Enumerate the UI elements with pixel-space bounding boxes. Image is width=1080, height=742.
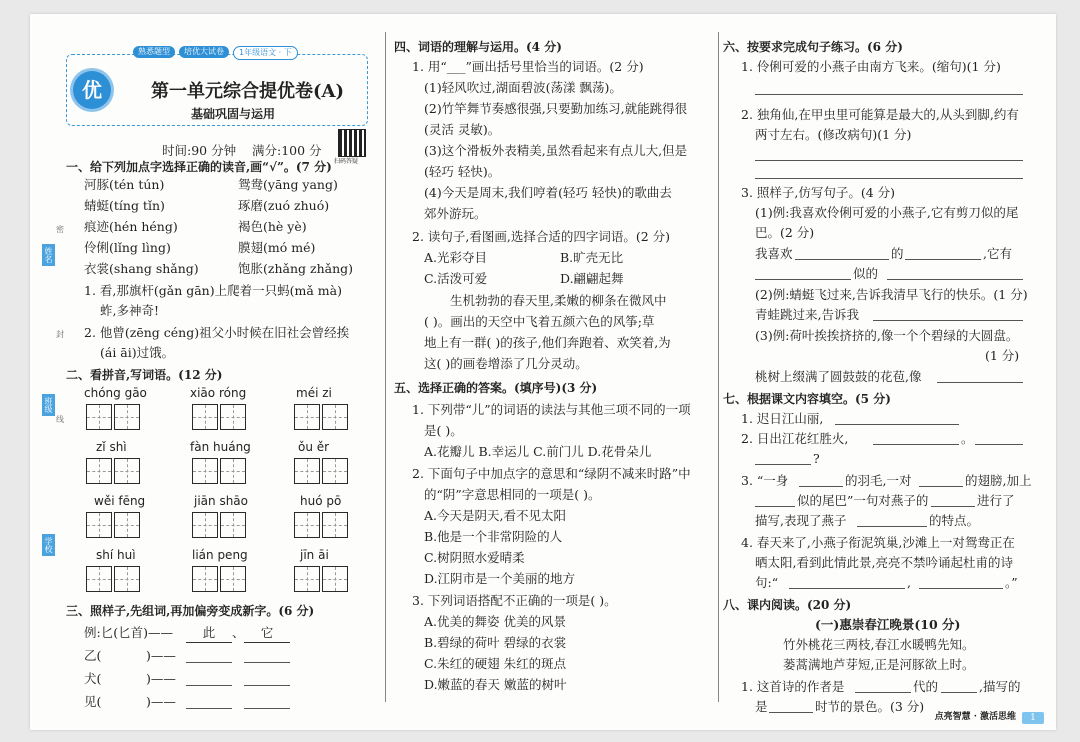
pron-item: 琢磨(zuó zhuó): [238, 198, 330, 213]
question: 4. 春天来了,小燕子衔泥筑巢,沙滩上一对鸳鸯正在: [741, 535, 1015, 550]
answer-line[interactable]: [755, 160, 1023, 161]
fill-text: 时节的景色。(3 分): [815, 699, 925, 714]
char-item: 犬(: [84, 671, 102, 686]
section-7-heading: 七、根据课文内容填空。(5 分): [723, 392, 891, 406]
pinyin-label: zǐ shì: [96, 440, 127, 454]
exam-time: 时间:90 分钟: [162, 143, 237, 158]
page-subtitle: 基础巩固与运用: [191, 107, 276, 121]
example: 巴。(2 分): [755, 225, 815, 240]
fill-text: 的: [891, 246, 904, 261]
section-5-heading: 五、选择正确的答案。(填序号)(3 分): [394, 381, 598, 395]
pron-item: 蜻蜓(tíng tǐn): [84, 198, 165, 213]
answer-blank[interactable]: [931, 506, 975, 507]
question: 两寸左右。(修改病句)(1 分): [755, 127, 912, 142]
example-prefix: 例:匕(匕首)——: [84, 625, 173, 640]
example: (1)例:我喜欢伶俐可爱的小燕子,它有剪刀似的尾: [755, 205, 1019, 220]
fill-text: 青蛙跳过来,告诉我: [755, 307, 859, 322]
side-label-name: 姓名: [42, 244, 55, 266]
answer-blank[interactable]: [873, 444, 959, 445]
question: 2. 下面句子中加点字的意思和“绿阴不减来时路”中: [412, 466, 691, 481]
page-number: 1: [1022, 712, 1044, 724]
writing-grid[interactable]: [86, 566, 140, 592]
pron-item: 饱胀(zhǎng zhǎng): [238, 261, 354, 276]
section-3-heading: 三、照样子,先组词,再加偏旁变成新字。(6 分): [66, 604, 315, 618]
section-1-heading: 一、给下列加点字选择正确的读音,画“√”。(7 分): [66, 160, 332, 174]
question-text: (1)轻风吹过,湖面碧波(荡漾 飘荡)。: [424, 80, 622, 95]
qr-code-icon[interactable]: [338, 129, 366, 157]
passage: 这( )的画卷增添了几分灵动。: [424, 356, 588, 371]
fill-text: 描写,表现了燕子: [755, 513, 847, 528]
answer-blank[interactable]: [755, 506, 795, 507]
section-4-heading: 四、词语的理解与运用。(4 分): [394, 40, 562, 54]
answer-blank[interactable]: [795, 259, 889, 260]
answer-blank[interactable]: [857, 526, 927, 527]
question: 晒太阳,看到此情此景,亮亮不禁吟诵起杜甫的诗: [755, 555, 1013, 570]
answer-blank[interactable]: [186, 662, 232, 663]
fill-text: ,它有: [983, 246, 1012, 261]
seal-mark: 密: [56, 225, 64, 234]
answer-blank[interactable]: [919, 588, 1003, 589]
option[interactable]: C.活泼可爱: [424, 271, 488, 286]
fill-text: 进行了: [977, 493, 1015, 508]
answer-blank[interactable]: [755, 279, 851, 280]
pron-sentence: (ái āi)过饿。: [100, 345, 175, 360]
writing-grid[interactable]: [86, 404, 140, 430]
fill-text: 。”: [1005, 575, 1018, 590]
example-answer: 它: [244, 624, 290, 643]
answer-line[interactable]: [755, 178, 1023, 179]
section-2-heading: 二、看拼音,写词语。(12 分): [66, 368, 223, 382]
fill-text: ,描写的: [979, 679, 1021, 694]
writing-grid[interactable]: [86, 458, 140, 484]
pron-item: 褐色(hè yè): [238, 219, 307, 234]
seal-mark: 线: [56, 415, 64, 424]
column-left: 熟悉题型 培优大试卷 1年级语文 · 下 优 第一单元综合提优卷(A) 基础巩固与运用 时间:90 分钟 满分:100 分 扫码答疑 一、给下列加点字选择正确的读音,画“√”。(7 分) 河豚(tén tún) 鸳鸯(yāng yang) 蜻蜓(tíng tǐn) 琢磨(zuó zhuó) 痕迹(hén héng) 褐色(hè yè) 伶俐(lǐng lìng) 膜翅(mó mé) 衣裳(shang shǎng) 饱胀(zhǎng zhǎng) 1. 看,那旗杆(gǎn gān)上爬着一只蚂(mǎ mà) 蚱,多神奇! 2. 他曾(zēng céng)祖父小时候在旧社会曾经挨 (ái āi)过饿。 二、看拼音,写词语。(12 分) chóng gāo xiāo róng méi zi zǐ shì fàn huáng ǒu ěr wěi fēng jiān shāo huó pō shí huì lián peng jīn āi 三、照样子,先组词,再加偏旁变成新字。(6 分) 例:匕(匕首)—— 此 、 它 乙( 犬( 见( )—— )—— )——: [66, 44, 386, 714]
writing-grid[interactable]: [294, 458, 348, 484]
pinyin-label: chóng gāo: [84, 386, 147, 400]
pinyin-label: ǒu ěr: [298, 440, 330, 454]
answer-blank[interactable]: [244, 685, 290, 686]
excellence-badge-icon: 优: [73, 71, 111, 109]
seal-mark: 封: [56, 330, 64, 339]
pinyin-label: wěi fēng: [94, 494, 146, 508]
answer-blank[interactable]: [975, 444, 1023, 445]
answer-blank[interactable]: [873, 320, 1023, 321]
char-item: 乙(: [84, 648, 102, 663]
passage: ( )。画出的天空中飞着五颜六色的风筝;草: [424, 314, 655, 329]
fill-text: ?: [813, 451, 820, 466]
writing-grid[interactable]: [294, 404, 348, 430]
pinyin-label: jīn āi: [300, 548, 329, 562]
question: 是( )。: [424, 423, 463, 438]
fill-text: 的翅膀,加上: [965, 473, 1032, 488]
fill-text: 的羽毛,一对: [845, 473, 912, 488]
question-text: 郊外游玩。: [424, 206, 487, 221]
question-text: (3)这个滑板外表精美,虽然看起来有点儿大,但是: [424, 143, 688, 158]
answer-blank[interactable]: [799, 486, 843, 487]
answer-blank[interactable]: [855, 692, 911, 693]
header-tag: 培优大试卷: [179, 46, 229, 58]
answer-blank[interactable]: [244, 708, 290, 709]
section-6-heading: 六、按要求完成句子练习。(6 分): [723, 40, 903, 54]
answer-blank[interactable]: [905, 259, 981, 260]
pron-item: 痕迹(hén héng): [84, 219, 178, 234]
answer-blank[interactable]: [769, 712, 813, 713]
fill-text: 的特点。: [929, 513, 980, 528]
option[interactable]: D.翩翩起舞: [560, 271, 624, 286]
answer-blank[interactable]: [244, 662, 290, 663]
writing-grid[interactable]: [192, 566, 246, 592]
passage: 地上有一群( )的孩子,他们奔跑着、欢笑着,为: [424, 335, 671, 350]
writing-grid[interactable]: [86, 512, 140, 538]
poem-line: 竹外桃花三两枝,春江水暖鸭先知。: [783, 637, 975, 652]
question: 的“阴”字意思相同的一项是( )。: [424, 487, 601, 502]
pron-item: 鸳鸯(yāng yang): [238, 177, 338, 192]
question: 2. 独角仙,在甲虫里可能算是最大的,从头到脚,约有: [741, 107, 1019, 122]
column-middle: [390, 36, 720, 716]
answer-blank[interactable]: [789, 588, 905, 589]
question: 2. 日出江花红胜火,: [741, 431, 849, 446]
writing-grid[interactable]: [294, 566, 348, 592]
pron-sentence: 蚱,多神奇!: [100, 303, 159, 318]
header-tag: 熟悉题型: [133, 46, 175, 58]
question: 3. 下列词语搭配不正确的一项是( )。: [412, 593, 617, 608]
answer-blank[interactable]: [835, 424, 959, 425]
question: 2. 读句子,看图画,选择合适的四字词语。(2 分): [412, 229, 671, 244]
option[interactable]: B.碧绿的荷叶 碧绿的衣裳: [424, 635, 567, 650]
writing-grid[interactable]: [192, 512, 246, 538]
pinyin-label: shí huì: [96, 548, 136, 562]
writing-grid[interactable]: [192, 458, 246, 484]
pron-item: 衣裳(shang shǎng): [84, 261, 199, 276]
pinyin-label: xiāo róng: [190, 386, 247, 400]
answer-line[interactable]: [755, 94, 1023, 95]
poem-title: (一)惠崇春江晚景(10 分): [815, 617, 961, 632]
option[interactable]: B.旷壳无比: [560, 250, 624, 265]
fill-text: 我喜欢: [755, 246, 793, 261]
answer-blank[interactable]: [941, 692, 977, 693]
exam-header: [66, 47, 368, 126]
fill-text: 是: [755, 699, 768, 714]
fill-text: 代的: [913, 679, 939, 694]
option[interactable]: A.今天是阴天,看不见太阳: [424, 508, 566, 523]
pron-item: 伶俐(lǐng lìng): [84, 240, 171, 255]
exam-score: 满分:100 分: [252, 143, 322, 158]
answer-blank[interactable]: [937, 382, 1023, 383]
question: 1. 迟日江山丽,: [741, 411, 824, 426]
option[interactable]: D.江阴市是一个美丽的地方: [424, 571, 576, 586]
answer-blank[interactable]: [755, 464, 811, 465]
question-text: (灵活 灵敏)。: [424, 122, 501, 137]
fill-text: 句:“: [755, 575, 779, 590]
option[interactable]: A.光彩夺目: [424, 250, 488, 265]
fill-text: 似的: [853, 266, 879, 281]
pinyin-label: méi zi: [296, 386, 332, 400]
pinyin-label: lián peng: [192, 548, 248, 562]
question-text: (2)竹竿舞节奏感很强,只要勤加练习,就能跳得很: [424, 101, 688, 116]
question-text: (轻巧 轻快)。: [424, 164, 501, 179]
header-tag: 1年级语文 · 下: [233, 46, 298, 60]
option[interactable]: C.树阴照水爱晴柔: [424, 550, 525, 565]
pron-item: 河豚(tén tún): [84, 177, 165, 192]
pinyin-label: jiān shāo: [194, 494, 248, 508]
column-right: 六、按要求完成句子练习。(6 分) 1. 伶俐可爱的小燕子由南方飞来。(缩句)(1 分) 2. 独角仙,在甲虫里可能算是最大的,从头到脚,约有 两寸左右。(修改病句)(1 分) 3. 照样子,仿写句子。(4 分) (1)例:我喜欢伶俐可爱的小燕子,它有剪刀似的尾 巴。(2 分) 我喜欢 的 ,它有 似的 (2)例:蜻蜓飞过来,告诉我清早飞行的快乐。(1 分) 青蛙跳过来,告诉我 (3)例:荷叶挨挨挤挤的,像一个个碧绿的大圆盘。 (1 分) 桃树上缀满了圆鼓鼓的花苞,像 七、根据课文内容填空。(5 分) 1. 迟日江山丽, 2. 日出江花红胜火, 。 ? 3. “一身 的羽毛,一对 的翅膀,加上 似的尾巴”一句对燕子的 进行了 描写,表现了燕子 的特点。 4. 春天来了,小燕子衔泥筑巢,沙滩上一对鸳鸯正在 晒太阳,看到此情此景,亮亮不禁吟诵起杜甫的诗 句:“ , 。” 八、课内阅读。(20 分) (一)惠崇春江晚景(10 分) 竹外桃花三两枝,春江水暖鸭先知。 蒌蒿满地芦芽短,正是河豚欲上时。 1. 这首诗的作者是 代的 ,描写的 是 时节的景色。(3 分): [723, 40, 1032, 714]
question: 1. 下列带“儿”的词语的读法与其他三项不同的一项: [412, 402, 691, 417]
fill-text: 3. “一身: [741, 473, 789, 488]
question: 1. 这首诗的作者是: [741, 679, 845, 694]
pinyin-label: fàn huáng: [190, 440, 251, 454]
question-text: (4)今天是周末,我们哼着(轻巧 轻快)的歌曲去: [424, 185, 672, 200]
fill-text: 桃树上缀满了圆鼓鼓的花苞,像: [755, 369, 922, 384]
option[interactable]: B.他是一个非常阴险的人: [424, 529, 563, 544]
section-8-heading: 八、课内阅读。(20 分): [723, 598, 852, 612]
answer-blank[interactable]: [186, 708, 232, 709]
exam-paper: [30, 14, 1056, 730]
example: (2)例:蜻蜓飞过来,告诉我清早飞行的快乐。(1 分): [755, 287, 1028, 302]
question: 1. 用“___”画出括号里恰当的词语。(2 分): [412, 59, 644, 74]
char-item: 见(: [84, 694, 102, 709]
pinyin-label: huó pō: [300, 494, 342, 508]
qr-label: 扫码答疑: [334, 158, 359, 165]
side-label-school: 学校: [42, 534, 55, 556]
example: (3)例:荷叶挨挨挤挤的,像一个个碧绿的大圆盘。: [755, 328, 1019, 343]
pron-item: 膜翅(mó mé): [238, 240, 316, 255]
answer-blank[interactable]: [887, 279, 1023, 280]
points: (1 分): [985, 348, 1020, 363]
poem-line: 蒌蒿满地芦芽短,正是河豚欲上时。: [783, 657, 975, 672]
pron-sentence: 2. 他曾(zēng céng)祖父小时候在旧社会曾经挨: [84, 325, 350, 340]
writing-grid[interactable]: [192, 404, 246, 430]
option[interactable]: D.嫩蓝的春天 嫩蓝的树叶: [424, 677, 567, 692]
question: 3. 照样子,仿写句子。(4 分): [741, 185, 896, 200]
pron-sentence: 1. 看,那旗杆(gǎn gān)上爬着一只蚂(mǎ mà): [84, 283, 342, 298]
writing-grid[interactable]: [294, 512, 348, 538]
answer-blank[interactable]: [919, 486, 963, 487]
page-title: 第一单元综合提优卷(A): [151, 81, 344, 102]
option[interactable]: C.朱红的硬翅 朱红的斑点: [424, 656, 567, 671]
fill-text: 似的尾巴”一句对燕子的: [797, 493, 929, 508]
passage: 生机勃勃的春天里,柔嫩的柳条在微风中: [450, 293, 667, 308]
options[interactable]: A.花瓣儿 B.幸运儿 C.前门儿 D.花骨朵儿: [424, 444, 652, 459]
example-answer: 此: [186, 624, 232, 643]
option[interactable]: A.优美的舞姿 优美的风景: [424, 614, 566, 629]
footer-slogan: 点亮智慧 · 激活思维: [934, 712, 1016, 722]
side-label-class: 班级: [42, 394, 55, 416]
answer-blank[interactable]: [186, 685, 232, 686]
question: 1. 伶俐可爱的小燕子由南方飞来。(缩句)(1 分): [741, 59, 1001, 74]
